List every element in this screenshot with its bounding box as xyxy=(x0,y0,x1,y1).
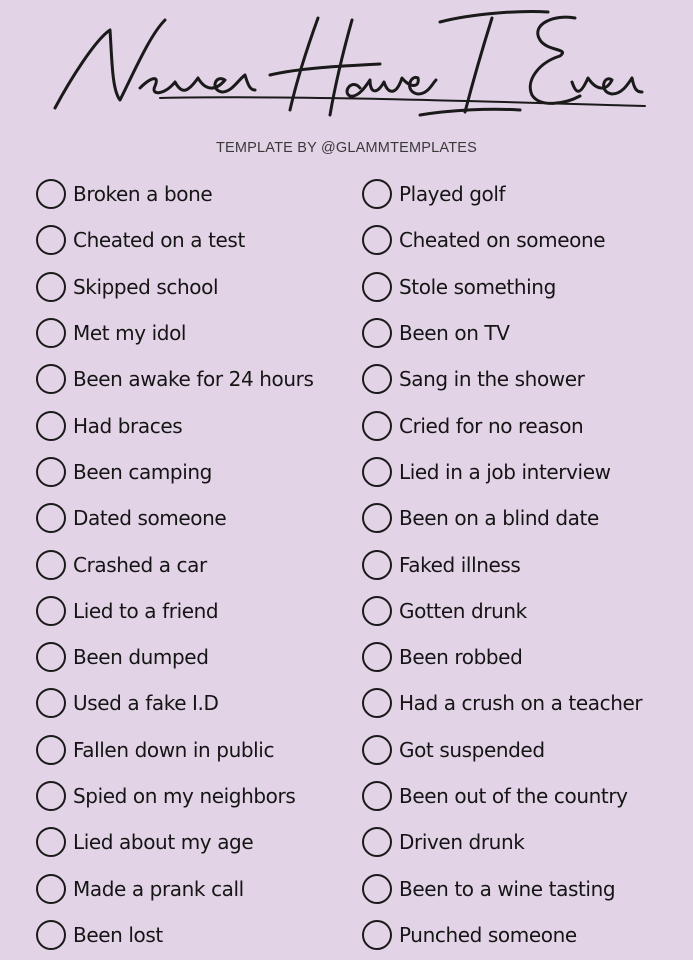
list-item-label: Been dumped xyxy=(73,645,209,670)
list-item-label: Lied to a friend xyxy=(73,598,219,623)
checkbox-circle[interactable] xyxy=(36,179,66,209)
list-item-label: Had braces xyxy=(73,413,183,438)
list-item[interactable] xyxy=(362,634,642,680)
list-item-label: Been on a blind date xyxy=(399,506,599,531)
checkbox-circle[interactable] xyxy=(362,642,392,672)
title-script-art xyxy=(0,0,693,140)
list-item-label: Stole something xyxy=(399,274,556,299)
checkbox-circle[interactable] xyxy=(362,550,392,580)
checkbox-circle[interactable] xyxy=(362,364,392,394)
list-item[interactable] xyxy=(362,588,642,634)
list-item[interactable] xyxy=(362,449,642,495)
list-item[interactable] xyxy=(362,171,642,217)
list-item-label: Used a fake I.D xyxy=(73,691,219,716)
checkbox-circle[interactable] xyxy=(36,827,66,857)
checkbox-circle[interactable] xyxy=(36,874,66,904)
list-item[interactable] xyxy=(362,773,642,819)
checkbox-circle[interactable] xyxy=(362,735,392,765)
checkbox-circle[interactable] xyxy=(362,272,392,302)
list-item-label: Cheated on someone xyxy=(399,228,606,253)
list-item-label: Skipped school xyxy=(73,274,219,299)
checkbox-circle[interactable] xyxy=(36,735,66,765)
list-item-label: Driven drunk xyxy=(399,830,525,855)
list-item-label: Dated someone xyxy=(73,506,227,531)
checkbox-circle[interactable] xyxy=(36,596,66,626)
checkbox-circle[interactable] xyxy=(36,642,66,672)
list-item-label: Lied in a job interview xyxy=(399,459,611,484)
list-item[interactable] xyxy=(36,634,313,680)
list-item[interactable] xyxy=(362,819,642,865)
list-item-label: Been camping xyxy=(73,459,212,484)
list-item-label: Got suspended xyxy=(399,737,545,762)
list-item[interactable] xyxy=(36,495,313,541)
list-item-label: Sang in the shower xyxy=(399,367,585,392)
list-item[interactable] xyxy=(36,217,313,263)
list-item[interactable] xyxy=(362,310,642,356)
checkbox-circle[interactable] xyxy=(362,688,392,718)
checkbox-circle[interactable] xyxy=(362,596,392,626)
list-item[interactable] xyxy=(36,865,313,911)
checkbox-circle[interactable] xyxy=(362,318,392,348)
list-item[interactable] xyxy=(36,773,313,819)
list-item-label: Cheated on a test xyxy=(73,228,245,253)
list-item[interactable] xyxy=(36,449,313,495)
list-item-label: Crashed a car xyxy=(73,552,207,577)
list-item[interactable] xyxy=(36,819,313,865)
list-item-label: Had a crush on a teacher xyxy=(399,691,643,716)
checkbox-circle[interactable] xyxy=(36,503,66,533)
list-item[interactable] xyxy=(36,680,313,726)
list-item-label: Gotten drunk xyxy=(399,598,527,623)
list-item[interactable] xyxy=(362,912,642,958)
list-item-label: Been on TV xyxy=(399,321,510,346)
list-item[interactable] xyxy=(36,310,313,356)
list-item[interactable] xyxy=(36,356,313,402)
subtitle: TEMPLATE BY @GLAMMTEMPLATES xyxy=(215,140,478,156)
checkbox-circle[interactable] xyxy=(36,688,66,718)
checkbox-circle[interactable] xyxy=(36,457,66,487)
list-item-label: Fallen down in public xyxy=(73,737,275,762)
checkbox-circle[interactable] xyxy=(36,272,66,302)
checkbox-circle[interactable] xyxy=(36,920,66,950)
checkbox-circle[interactable] xyxy=(362,874,392,904)
right-column xyxy=(362,171,642,958)
checkbox-circle[interactable] xyxy=(362,179,392,209)
list-item-label: Been out of the country xyxy=(399,784,628,808)
list-item-label: Been lost xyxy=(73,922,163,947)
checkbox-circle[interactable] xyxy=(362,503,392,533)
left-column xyxy=(36,171,313,958)
list-item[interactable] xyxy=(36,541,313,587)
list-item-label: Spied on my neighbors xyxy=(73,784,296,808)
list-item[interactable] xyxy=(362,680,642,726)
checkbox-circle[interactable] xyxy=(36,225,66,255)
list-item-label: Met my idol xyxy=(73,321,187,346)
checkbox-circle[interactable] xyxy=(362,225,392,255)
list-item-label: Broken a bone xyxy=(73,182,213,207)
list-item[interactable] xyxy=(362,264,642,310)
list-item-label: Played golf xyxy=(399,182,506,207)
list-item[interactable] xyxy=(362,495,642,541)
list-item[interactable] xyxy=(362,541,642,587)
checkbox-circle[interactable] xyxy=(362,827,392,857)
list-item[interactable] xyxy=(36,912,313,958)
list-item[interactable] xyxy=(362,402,642,448)
list-item[interactable] xyxy=(36,171,313,217)
list-item-label: Cried for no reason xyxy=(399,413,584,438)
list-item[interactable] xyxy=(362,727,642,773)
checkbox-circle[interactable] xyxy=(362,457,392,487)
checkbox-circle[interactable] xyxy=(36,550,66,580)
list-item-label: Been awake for 24 hours xyxy=(73,367,314,392)
list-item[interactable] xyxy=(362,356,642,402)
list-item-label: Been robbed xyxy=(399,645,523,670)
list-item-label: Made a prank call xyxy=(73,876,244,901)
checkbox-circle[interactable] xyxy=(36,318,66,348)
checkbox-circle[interactable] xyxy=(362,781,392,811)
list-item-label: Been to a wine tasting xyxy=(399,876,616,901)
checkbox-circle[interactable] xyxy=(36,781,66,811)
checkbox-circle[interactable] xyxy=(362,411,392,441)
list-item[interactable] xyxy=(36,264,313,310)
list-item-label: Punched someone xyxy=(399,922,577,947)
list-item[interactable] xyxy=(36,402,313,448)
list-item[interactable] xyxy=(36,727,313,773)
checkbox-circle[interactable] xyxy=(36,364,66,394)
title-script xyxy=(0,0,693,140)
list-item-label: Lied about my age xyxy=(73,830,254,855)
list-item-label: Faked illness xyxy=(399,552,521,577)
checkbox-circle[interactable] xyxy=(362,920,392,950)
list-item[interactable] xyxy=(36,588,313,634)
checkbox-circle[interactable] xyxy=(36,411,66,441)
list-item[interactable] xyxy=(362,865,642,911)
list-item[interactable] xyxy=(362,217,642,263)
